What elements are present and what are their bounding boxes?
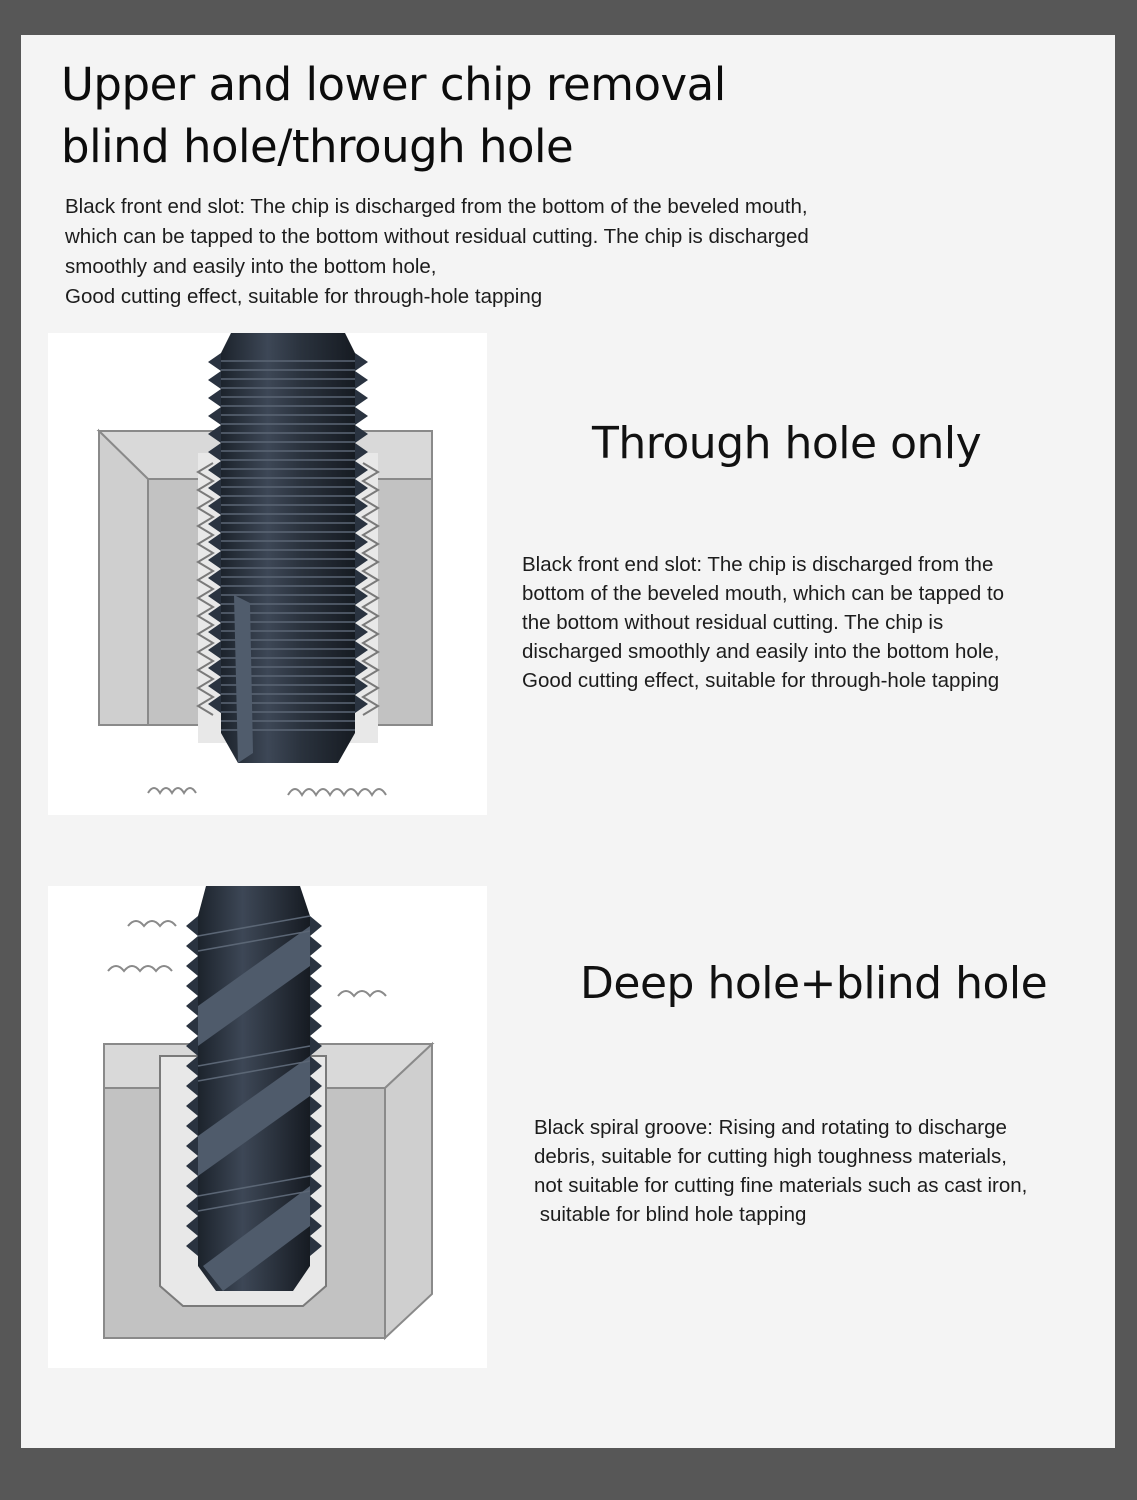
- description-line: suitable for blind hole tapping: [534, 1203, 807, 1226]
- intro-line: smoothly and easily into the bottom hole,: [65, 255, 437, 278]
- description-line: bottom of the beveled mouth, which can be tapped to: [522, 582, 1005, 605]
- description-line: discharged smoothly and easily into the bottom hole,: [522, 640, 1000, 663]
- intro-paragraph: [65, 192, 945, 312]
- section-title-blind-hole: Deep hole+blind hole: [580, 958, 1048, 1009]
- title-line-2: blind hole/through hole: [61, 120, 574, 173]
- description-line: debris, suitable for cutting high toughness materials,: [534, 1145, 1007, 1168]
- through-hole-tap-illustration: [48, 333, 487, 815]
- intro-line: Black front end slot: The chip is discharged from the bottom of the beveled mouth,: [65, 195, 808, 218]
- description-line: Black spiral groove: Rising and rotating to discharge: [534, 1116, 1007, 1139]
- title-line-1: Upper and lower chip removal: [61, 58, 726, 111]
- intro-line: which can be tapped to the bottom without residual cutting. The chip is discharged: [65, 225, 809, 248]
- intro-line: Good cutting effect, suitable for through-hole tapping: [65, 285, 543, 308]
- description-line: Black front end slot: The chip is discharged from the: [522, 553, 994, 576]
- section-title-through-hole: Through hole only: [592, 418, 982, 469]
- description-line: not suitable for cutting fine materials such as cast iron,: [534, 1174, 1028, 1197]
- blind-hole-tap-illustration: [48, 886, 487, 1368]
- section-description-through-hole: [522, 550, 1092, 695]
- page-title: [61, 54, 961, 178]
- description-line: the bottom without residual cutting. The chip is: [522, 611, 944, 634]
- section-description-blind-hole: [534, 1113, 1104, 1229]
- description-line: Good cutting effect, suitable for through-hole tapping: [522, 669, 1000, 692]
